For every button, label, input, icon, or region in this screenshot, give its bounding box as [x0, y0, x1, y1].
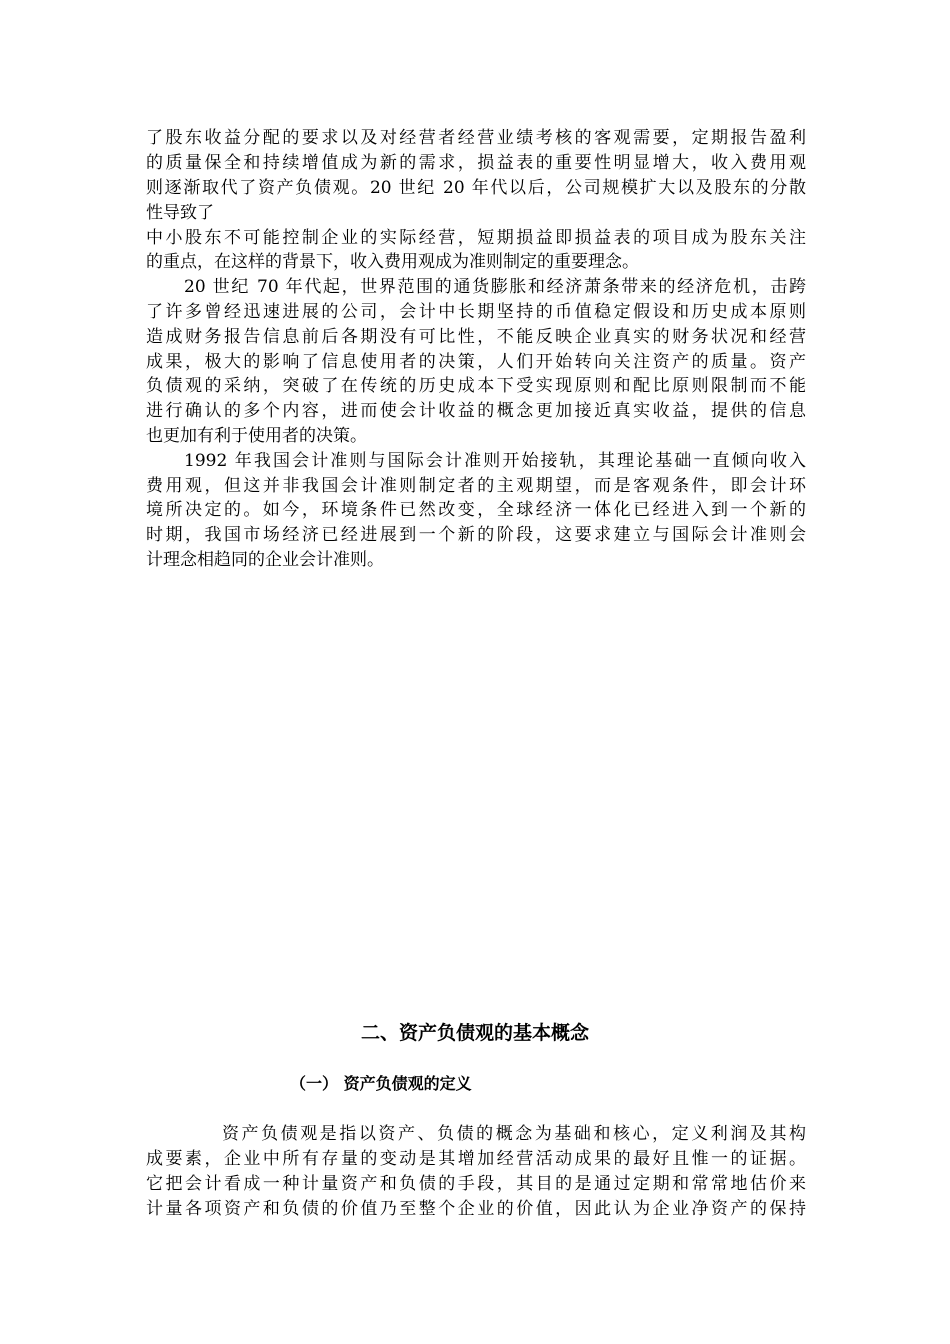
paragraph-line: 成果，极大的影响了信息使用者的决策，人们开始转向关注资产的质量。资产	[146, 352, 806, 372]
paragraph-line: 负债观的采纳，突破了在传统的历史成本下受实现原则和配比原则限制而不能	[146, 376, 806, 396]
paragraph-line: 成要素，企业中所有存量的变动是其增加经营活动成果的最好且惟一的证据。	[146, 1149, 806, 1169]
paragraph-line: 中小股东不可能控制企业的实际经营，短期损益即损益表的项目成为股东关注	[146, 228, 806, 248]
paragraph-line: 境所决定的。如今，环境条件已然改变，全球经济一体化已经进入到一个新的	[146, 500, 806, 520]
paragraph-line: 计量各项资产和负债的价值乃至整个企业的价值，因此认为企业净资产的保持	[146, 1199, 806, 1219]
paragraph-line: 则逐渐取代了资产负债观。20 世纪 20 年代以后，公司规模扩大以及股东的分散	[146, 178, 806, 198]
paragraph-line: 性导致了	[146, 203, 214, 223]
subsection-heading: （一） 资产负债观的定义	[290, 1074, 472, 1093]
paragraph-line: 进行确认的多个内容，进而使会计收益的概念更加接近真实收益，提供的信息	[146, 401, 806, 421]
section-heading: 二、资产负债观的基本概念	[360, 1022, 589, 1044]
paragraph-line: 资产负债观是指以资产、负债的概念为基础和核心，定义利润及其构	[222, 1124, 806, 1144]
paragraph-line: 费用观，但这并非我国会计准则制定者的主观期望，而是客观条件，即会计环	[146, 476, 806, 496]
paragraph-line: 时期，我国市场经济已经进展到一个新的阶段，这要求建立与国际会计准则会	[146, 525, 806, 545]
paragraph-line: 了许多曾经迅速进展的公司，会计中长期坚持的币值稳定假设和历史成本原则	[146, 302, 806, 322]
paragraph-line: 计理念相趋同的企业会计准则。	[146, 550, 384, 570]
paragraph-line: 造成财务报告信息前后各期没有可比性，不能反映企业真实的财务状况和经营	[146, 327, 806, 347]
paragraph-line: 20 世纪 70 年代起，世界范围的通货膨胀和经济萧条带来的经济危机，击跨	[184, 277, 806, 297]
paragraph-line: 1992 年我国会计准则与国际会计准则开始接轨，其理论基础一直倾向收入	[184, 451, 806, 471]
paragraph-line: 的质量保全和持续增值成为新的需求，损益表的重要性明显增大，收入费用观	[146, 153, 806, 173]
paragraph-line: 了股东收益分配的要求以及对经营者经营业绩考核的客观需要，定期报告盈利	[146, 128, 806, 148]
paragraph-line: 的重点，在这样的背景下，收入费用观成为准则制定的重要理念。	[146, 252, 639, 272]
paragraph-line: 也更加有利于使用者的决策。	[146, 426, 367, 446]
paragraph-line: 它把会计看成一种计量资产和负债的手段，其目的是通过定期和常常地估价来	[146, 1174, 806, 1194]
